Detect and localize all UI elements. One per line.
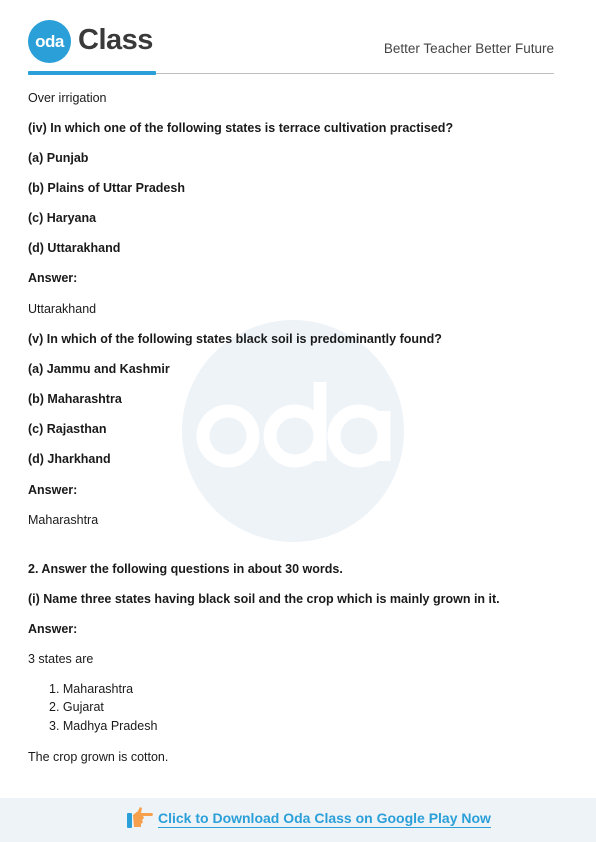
answer-text: Uttarakhand <box>28 302 97 316</box>
option-text: (a) Jammu and Kashmir <box>28 362 170 376</box>
list-item: 2. Gujarat <box>49 700 104 714</box>
logo-wordmark: Class <box>78 24 153 56</box>
option-text: (d) Uttarakhand <box>28 241 121 255</box>
option-text: (d) Jharkhand <box>28 452 111 466</box>
question-text: (v) In which of the following states black soil is predominantly found? <box>28 332 442 346</box>
answer-label: Answer: <box>28 271 78 285</box>
question-text: (i) Name three states having black soil and the crop which is mainly grown in it. <box>28 592 500 606</box>
pointing-hand-icon <box>126 806 154 832</box>
section-heading: 2. Answer the following questions in about 30 words. <box>28 562 343 576</box>
oda-watermark-icon <box>182 320 404 542</box>
option-text: (c) Rajasthan <box>28 422 107 436</box>
answer-label: Answer: <box>28 483 78 497</box>
option-text: (a) Punjab <box>28 151 89 165</box>
header-accent-bar <box>28 71 156 75</box>
answer-text: Over irrigation <box>28 91 107 105</box>
download-app-link[interactable]: Click to Download Oda Class on Google Play Now <box>158 810 491 826</box>
oda-logo-icon: oda <box>28 20 71 63</box>
list-item: 3. Madhya Pradesh <box>49 719 158 733</box>
page-header <box>0 0 596 80</box>
tagline: Better Teacher Better Future <box>383 41 554 56</box>
answer-text: The crop grown is cotton. <box>28 750 169 764</box>
option-text: (b) Plains of Uttar Pradesh <box>28 181 185 195</box>
option-text: (c) Haryana <box>28 211 97 225</box>
list-item: 1. Maharashtra <box>49 682 134 696</box>
option-text: (b) Maharashtra <box>28 392 122 406</box>
answer-text: 3 states are <box>28 652 94 666</box>
answer-text: Maharashtra <box>28 513 99 527</box>
question-text: (iv) In which one of the following states is terrace cultivation practised? <box>28 121 454 135</box>
answer-label: Answer: <box>28 622 78 636</box>
